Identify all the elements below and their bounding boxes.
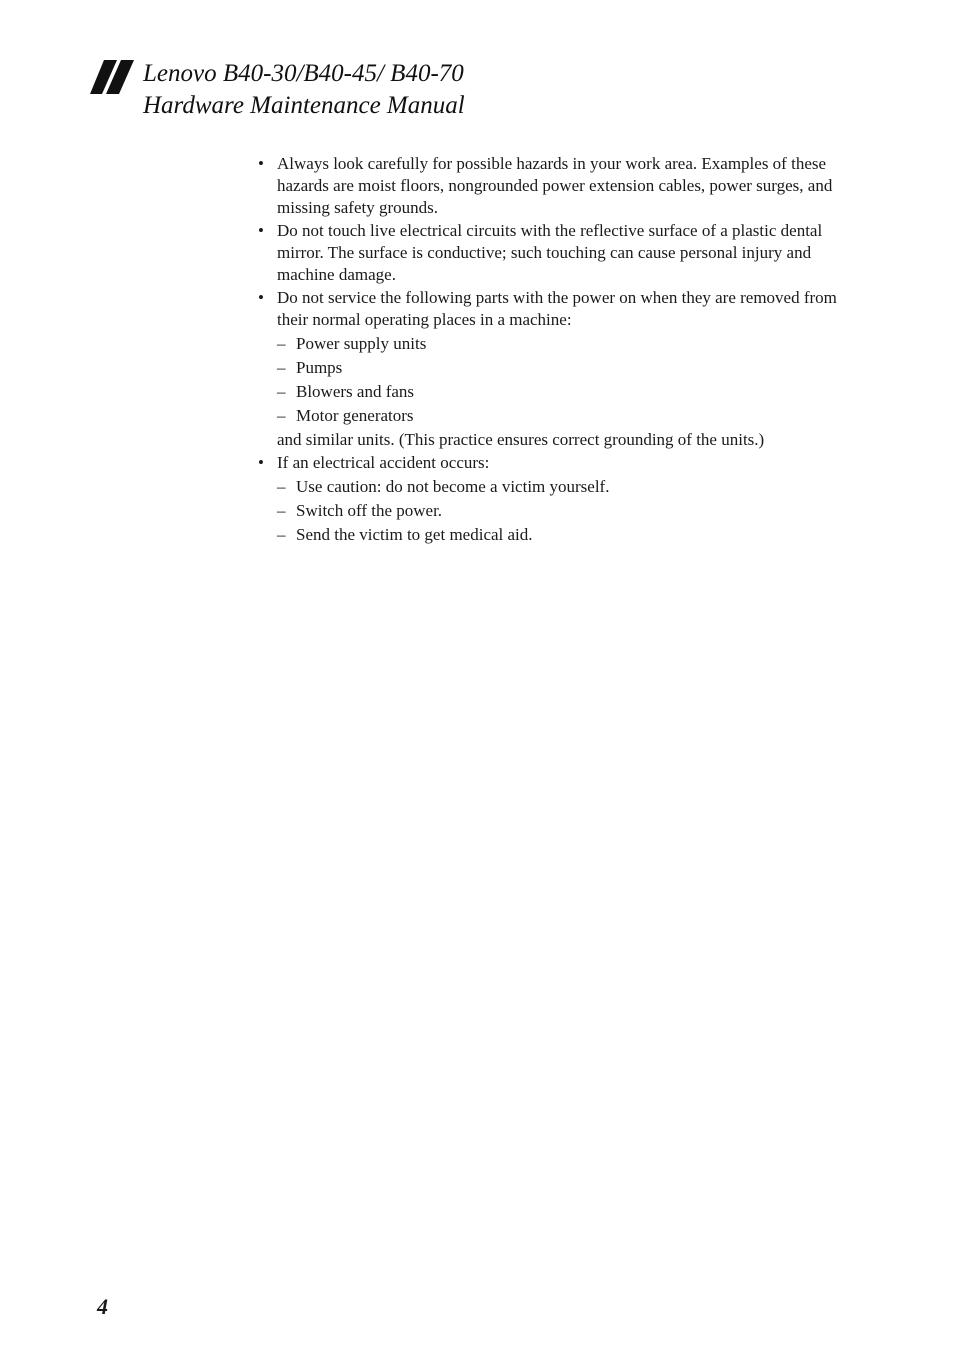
- dash-marker: –: [277, 406, 286, 425]
- list-item: [258, 287, 868, 451]
- bullet-marker: •: [258, 221, 264, 240]
- page-header: [90, 58, 690, 128]
- sub-list-item: [277, 500, 868, 522]
- sub-list-item-text: Send the victim to get medical aid.: [296, 525, 533, 544]
- sub-list-item-text: Use caution: do not become a victim yourself.: [296, 477, 610, 496]
- list-item: [258, 153, 868, 219]
- dash-marker: –: [277, 358, 286, 377]
- title-line-1: Lenovo B40-30/B40-45/ B40-70: [143, 60, 464, 87]
- list-item-text: Do not service the following parts with the power on when they are removed from their normal operating places in a machine:: [277, 288, 837, 329]
- list-item-text: If an electrical accident occurs:: [277, 453, 490, 472]
- sub-list-item: [277, 476, 868, 498]
- sub-list-item-text: Pumps: [296, 358, 343, 377]
- bullet-marker: •: [258, 453, 264, 472]
- sub-list-item: [277, 524, 868, 546]
- safety-list: [258, 153, 868, 546]
- document-title: [143, 58, 465, 122]
- title-line-2: Hardware Maintenance Manual: [143, 92, 465, 119]
- sub-list-item: [277, 333, 868, 355]
- dash-marker: –: [277, 382, 286, 401]
- dash-marker: –: [277, 501, 286, 520]
- dash-marker: –: [277, 334, 286, 353]
- bullet-marker: •: [258, 154, 264, 173]
- sub-list-item: [277, 357, 868, 379]
- sub-list-item-text: Blowers and fans: [296, 382, 415, 401]
- bullet-marker: •: [258, 288, 264, 307]
- list-item: [258, 452, 868, 546]
- sub-list-item: [277, 381, 868, 403]
- dash-marker: –: [277, 477, 286, 496]
- dash-marker: –: [277, 525, 286, 544]
- list-item: [258, 220, 868, 286]
- sub-list-item-text: Motor generators: [296, 406, 414, 425]
- list-item-text: Always look carefully for possible hazards in your work area. Examples of these hazards are moist floors, nongrounded power extension cables, power surges, and missing safety grounds.: [277, 154, 833, 217]
- list-item-text: Do not touch live electrical circuits with the reflective surface of a plastic dental mirror. The surface is conductive; such touching can cause personal injury and machine damage.: [277, 221, 823, 284]
- sub-list-item-text: Switch off the power.: [296, 501, 443, 520]
- page-number: 4: [97, 1294, 108, 1319]
- sub-list-item: [277, 405, 868, 427]
- list-item-followup-text: and similar units. (This practice ensures correct grounding of the units.): [277, 430, 765, 449]
- double-slash-mark-icon: [90, 60, 136, 94]
- sub-list-item-text: Power supply units: [296, 334, 427, 353]
